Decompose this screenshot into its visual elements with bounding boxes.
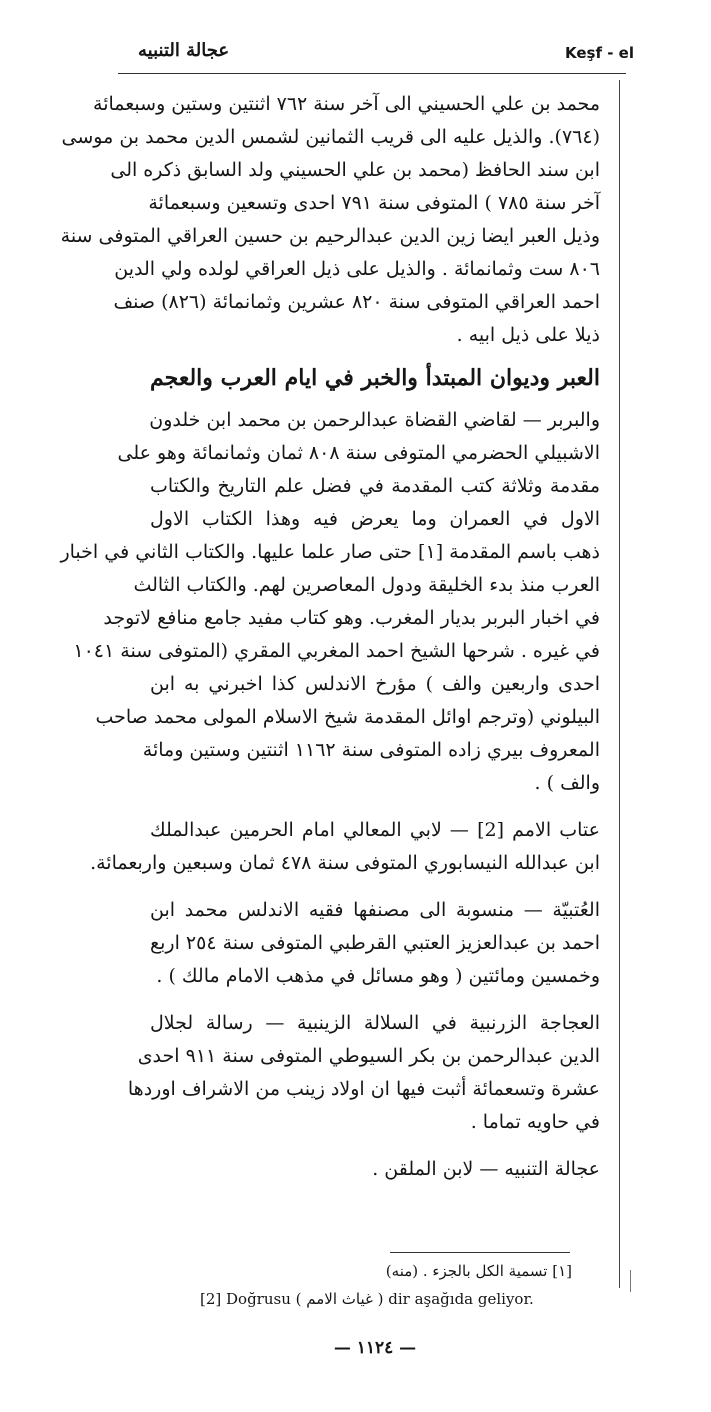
text-line: الاول في العمران وما يعرض فيه وهذا الكتاب الاول xyxy=(150,508,600,530)
entry-title: العبر وديوان المبتدأ والخبر في ايام العرب والعجم xyxy=(150,365,600,391)
entry-line: العجاجة الزرنبية في السلالة الزينبية — رسالة لجلال xyxy=(150,1012,600,1034)
text-line: في اخبار البربر بديار المغرب. وهو كتاب مفيد جامع منافع لاتوجد xyxy=(103,607,600,629)
entry-line: عتاب الامم [2] — لابي المعالي امام الحرمين عبدالملك xyxy=(150,819,600,841)
text-line: ابن عبدالله النيسابوري المتوفى سنة ٤٧٨ ثمان وسبعين واربعمائة. xyxy=(90,852,600,874)
text-line: آخر سنة ٧٨٥ ) المتوفى سنة ٧٩١ احدى وتسعين وسبعمائة xyxy=(148,192,600,214)
footnote-1: [١] تسمية الكل بالجزء . (منه) xyxy=(385,1262,572,1280)
text-line: احمد العراقي المتوفى سنة ٨٢٠ عشرين وثمانمائة (٨٢٦) صنف xyxy=(113,291,600,313)
text-line: ابن سند الحافظ (محمد بن علي الحسيني ولد السابق ذكره الى xyxy=(110,159,600,181)
entry-line: العُتبيّة — منسوبة الى مصنفها فقيه الاندلس محمد ابن xyxy=(150,899,600,921)
text-line: في غيره . شرحها الشيخ احمد المغربي المقري (المتوفى سنة ١٠٤١ xyxy=(73,640,600,662)
footnote-2-arabic: غياث الامم xyxy=(306,1290,373,1308)
footnote-rule xyxy=(390,1252,570,1253)
running-header-latin: Keşf - el xyxy=(565,44,634,62)
footnote-2-prefix: [2] Doğrusu ( xyxy=(200,1290,302,1308)
spacer xyxy=(150,993,600,1007)
text-line: عشرة وتسعمائة أثبت فيها ان اولاد زينب من الاشراف اوردها xyxy=(127,1078,600,1100)
running-header-arabic: عجالة التنبيه xyxy=(138,40,230,61)
margin-mark xyxy=(630,1270,631,1292)
entry-line: عجالة التنبيه — لابن الملقن . xyxy=(372,1158,600,1180)
text-line: المعروف بيري زاده المتوفى سنة ١١٦٢ اثنتين وستين ومائة xyxy=(142,739,600,761)
text-line: البيلوني (وترجم اوائل المقدمة شيخ الاسلام المولى محمد صاحب xyxy=(95,706,600,728)
text-line: الاشبيلي الحضرمي المتوفى سنة ٨٠٨ ثمان وثمانمائة وهو على xyxy=(117,442,600,464)
margin-rule xyxy=(619,80,620,1288)
page-number: — ١١٢٤ — xyxy=(333,1338,417,1358)
header-rule xyxy=(118,73,626,74)
text-line: احدى واربعين والف ) مؤرخ الاندلس كذا اخبرني به ابن xyxy=(150,673,600,695)
spacer xyxy=(150,880,600,894)
text-line: مقدمة وثلاثة كتب المقدمة في فضل علم التاريخ والكتاب xyxy=(150,475,600,497)
text-line: (٧٦٤). والذيل عليه الى قريب الثمانين لشمس الدين محمد بن موسى xyxy=(61,126,600,148)
text-line: في حاويه تماما . xyxy=(470,1111,600,1133)
text-line: والبربر — لقاضي القضاة عبدالرحمن بن محمد ابن خلدون xyxy=(149,409,600,431)
footnote-2 xyxy=(200,1290,580,1308)
text-line: ذهب باسم المقدمة [١] حتى صار علما عليها. والكتاب الثاني في اخبار xyxy=(60,541,600,563)
text-line: والف ) . xyxy=(534,772,600,794)
text-line: محمد بن علي الحسيني الى آخر سنة ٧٦٢ اثنتين وستين وسبعمائة xyxy=(93,93,600,115)
text-line: ذيلا على ذيل ابيه . xyxy=(456,324,600,346)
spacer xyxy=(150,800,600,814)
text-line: ٨٠٦ ست وثمانمائة . والذيل على ذيل العراقي لولده ولي الدين xyxy=(114,258,600,280)
text-line: العرب منذ بدء الخليقة ودول المعاصرين لهم. والكتاب الثالث xyxy=(133,574,600,596)
text-line: احمد بن عبدالعزيز العتبي القرطبي المتوفى سنة ٢٥٤ اربع xyxy=(150,932,600,954)
main-text xyxy=(60,88,600,1186)
text-line: الدين عبدالرحمن بن بكر السيوطي المتوفى سنة ٩١١ احدى xyxy=(137,1045,600,1067)
text-line: وذيل العبر ايضا زين الدين عبدالرحيم بن حسين العراقي المتوفى سنة xyxy=(60,225,600,247)
text-line: وخمسين ومائتين ( وهو مسائل في مذهب الامام مالك ) . xyxy=(156,965,600,987)
footnote-2-suffix: ) dir aşağıda geliyor. xyxy=(377,1290,534,1308)
spacer xyxy=(150,1139,600,1153)
